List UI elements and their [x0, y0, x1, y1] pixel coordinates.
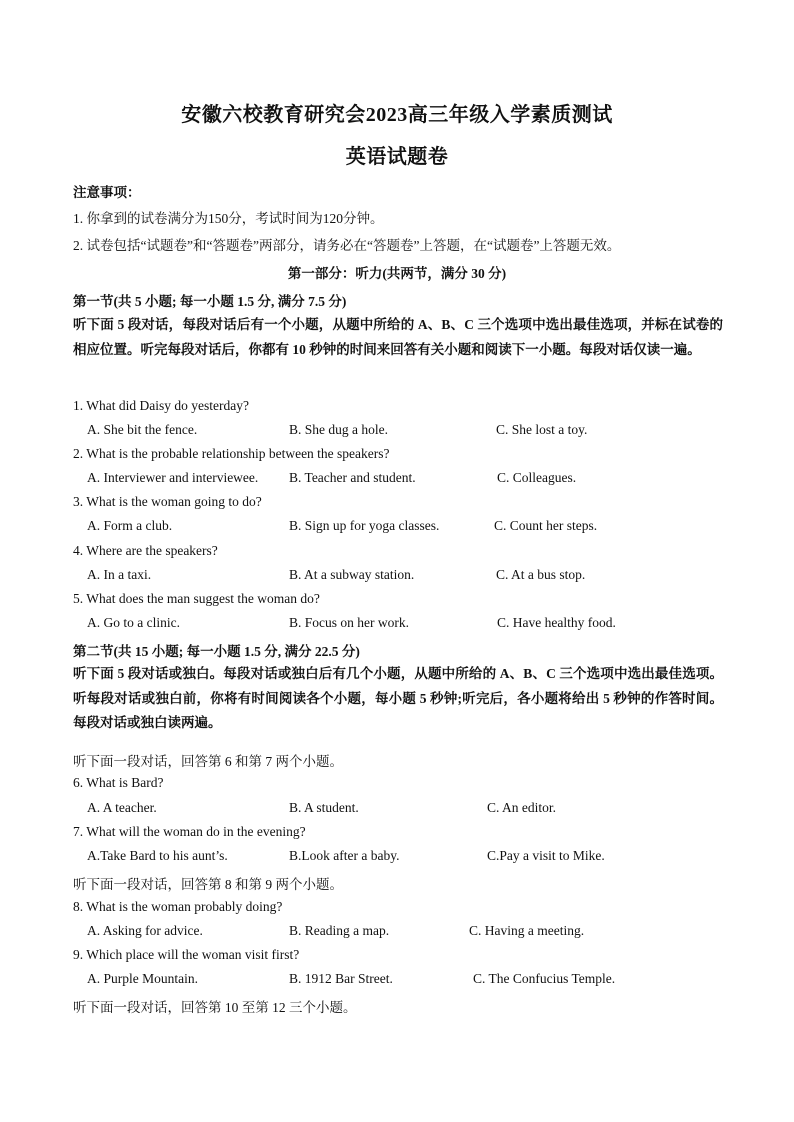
section2-instructions: 听下面 5 段对话或独白。每段对话或独白后有几个小题，从题中所给的 A、B、C 三个选项中选出最佳选项。听每段对话或独白前，你将有时间阅读各个小题，每小题 5 秒钟;听完后，各小题将给出 5 秒钟的作答时间。每段对话或独白读两遍。	[73, 666, 723, 730]
q4-option-a: A. In a taxi.	[87, 567, 152, 582]
question-1: 1. What did Daisy do yesterday?	[73, 398, 249, 413]
q7-option-a: A.Take Bard to his aunt’s.	[87, 848, 228, 863]
section1-instructions: 听下面 5 段对话，每段对话后有一个小题，从题中所给的 A、B、C 三个选项中选出最佳选项，并标在试卷的相应位置。听完每段对话后，你都有 10 秒钟的时间来回答有关小题和阅读下一小题。每段对话仅读一遍。	[73, 317, 723, 357]
listening-cue-2: 听下面一段对话，回答第 8 和第 9 两个小题。	[73, 877, 343, 892]
q8-option-c: C. Having a meeting.	[469, 923, 585, 938]
q3-option-b: B. Sign up for yoga classes.	[289, 518, 440, 533]
question-6: 6. What is Bard?	[73, 775, 164, 790]
q3-option-c: C. Count her steps.	[494, 518, 598, 533]
section1-heading: 第一节(共 5 小题; 每一小题 1.5 分, 满分 7.5 分)	[73, 294, 347, 309]
question-9: 9. Which place will the woman visit first?	[73, 947, 300, 962]
q6-option-b: B. A student.	[289, 800, 359, 815]
q7-option-b: B.Look after a baby.	[289, 848, 400, 863]
notice-item-1: 1. 你拿到的试卷满分为150分，考试时间为120分钟。	[73, 211, 384, 226]
q2-option-c: C. Colleagues.	[497, 470, 577, 485]
q4-option-c: C. At a bus stop.	[496, 567, 586, 582]
q4-option-b: B. At a subway station.	[289, 567, 415, 582]
q7-option-c: C.Pay a visit to Mike.	[487, 848, 605, 863]
q5-option-a: A. Go to a clinic.	[87, 615, 180, 630]
question-7: 7. What will the woman do in the evening?	[73, 824, 306, 839]
q3-option-a: A. Form a club.	[87, 518, 173, 533]
listening-cue-3: 听下面一段对话，回答第 10 至第 12 三个小题。	[73, 1000, 357, 1015]
q8-option-b: B. Reading a map.	[289, 923, 390, 938]
question-5: 5. What does the man suggest the woman do?	[73, 591, 320, 606]
q1-option-b: B. She dug a hole.	[289, 422, 388, 437]
notice-label: 注意事项：	[73, 185, 141, 200]
section2-heading: 第二节(共 15 小题; 每一小题 1.5 分, 满分 22.5 分)	[73, 644, 360, 659]
q9-option-a: A. Purple Mountain.	[87, 971, 198, 986]
q2-option-b: B. Teacher and student.	[289, 470, 416, 485]
q1-option-a: A. She bit the fence.	[87, 422, 198, 437]
listening-cue-1: 听下面一段对话，回答第 6 和第 7 两个小题。	[73, 754, 343, 769]
q6-option-a: A. A teacher.	[87, 800, 157, 815]
question-3: 3. What is the woman going to do?	[73, 494, 262, 509]
question-8: 8. What is the woman probably doing?	[73, 899, 283, 914]
notice-item-2: 2. 试卷包括“试题卷”和“答题卷”两部分，请务必在“答题卷”上答题，在“试题卷”上答题无效。	[73, 238, 621, 253]
q2-option-a: A. Interviewer and interviewee.	[87, 470, 259, 485]
q9-option-b: B. 1912 Bar Street.	[289, 971, 393, 986]
exam-subtitle: 英语试题卷	[345, 146, 449, 168]
part1-title: 第一部分：听力(共两节，满分 30 分)	[287, 266, 507, 281]
q8-option-a: A. Asking for advice.	[87, 923, 203, 938]
q5-option-c: C. Have healthy food.	[497, 615, 616, 630]
q9-option-c: C. The Confucius Temple.	[473, 971, 616, 986]
exam-title: 安徽六校教育研究会2023高三年级入学素质测试	[181, 104, 613, 126]
q6-option-c: C. An editor.	[487, 800, 557, 815]
question-4: 4. Where are the speakers?	[73, 543, 218, 558]
q5-option-b: B. Focus on her work.	[289, 615, 409, 630]
question-2: 2. What is the probable relationship between the speakers?	[73, 446, 390, 461]
q1-option-c: C. She lost a toy.	[496, 422, 588, 437]
